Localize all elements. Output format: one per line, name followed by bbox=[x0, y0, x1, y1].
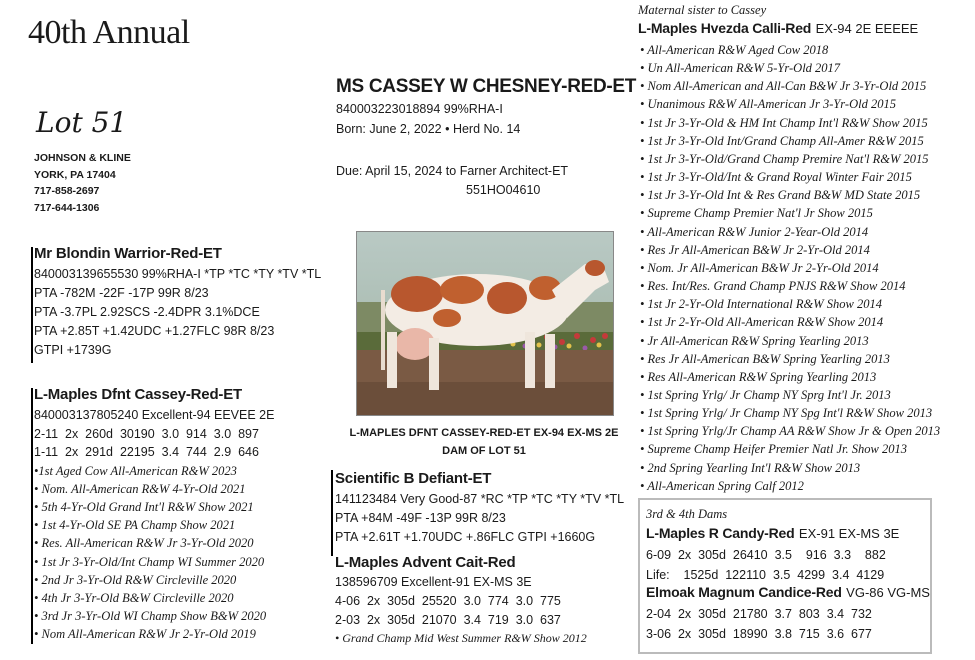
dam-achievement: • 2nd Jr 3-Yr-Old R&W Circleville 2020 bbox=[34, 572, 237, 587]
dam-photo bbox=[356, 231, 614, 416]
mgs-block bbox=[335, 470, 624, 547]
third-dam-heading bbox=[646, 525, 899, 543]
sister-achievement: • 1st Jr 3-Yr-Old Int/Grand Champ All-Amer R&W 2015 bbox=[640, 133, 924, 148]
mgs-bracket bbox=[331, 470, 333, 556]
third-dam-name: L-Maples R Candy-Red bbox=[646, 525, 795, 541]
photo-caption-line2: DAM OF LOT 51 bbox=[442, 445, 526, 457]
consignor-city: YORK, PA 17404 bbox=[34, 168, 116, 181]
animal-id: 840003223018894 99%RHA-I bbox=[336, 102, 503, 116]
dam-name: L-Maples Dfnt Cassey-Red-ET bbox=[34, 386, 242, 403]
sister-achievement: • Jr All-American R&W Spring Yearling 2013 bbox=[640, 333, 869, 348]
consignor-block bbox=[34, 150, 131, 216]
sister-achievement: • 1st Jr 3-Yr-Old Int & Res Grand B&W MD State 2015 bbox=[640, 188, 921, 203]
mgs-line: PTA +2.61T +1.70UDC +.86FLC GTPI +1660G bbox=[335, 530, 596, 544]
mgs-name: Scientific B Defiant-ET bbox=[335, 470, 492, 487]
mgs-line: PTA +84M -49F -13P 99R 8/23 bbox=[335, 511, 506, 525]
sire-block bbox=[34, 245, 321, 360]
sister-achievement: • 1st Jr 2-Yr-Old International R&W Show 2014 bbox=[640, 297, 882, 312]
sire-line: PTA -3.7PL 2.92SCS -2.4DPR 3.1%DCE bbox=[34, 305, 260, 319]
sister-achievement: • All-American R&W Aged Cow 2018 bbox=[640, 43, 829, 57]
dam-achievement: • 5th 4-Yr-Old Grand Int'l R&W Show 2021 bbox=[34, 499, 254, 514]
consignor-phone-1: 717-858-2697 bbox=[34, 185, 100, 197]
third-dam-class: EX-91 EX-MS 3E bbox=[798, 526, 900, 541]
fourth-dam-name: Elmoak Magnum Candice-Red bbox=[646, 584, 842, 600]
dam-achievement: • 3rd Jr 3-Yr-Old WI Champ Show B&W 2020 bbox=[34, 609, 267, 624]
dam-achievement: • Res. All-American R&W Jr 3-Yr-Old 2020 bbox=[34, 536, 254, 551]
third-dam-records bbox=[646, 545, 886, 585]
sire-line: 840003139655530 99%RHA-I *TP *TC *TY *TV *TL bbox=[34, 267, 322, 281]
granddam-block bbox=[335, 554, 587, 646]
photo-caption-line1: L-MAPLES DFNT CASSEY-RED-ET EX-94 EX-MS 2E bbox=[349, 427, 619, 439]
dam-bracket bbox=[31, 388, 33, 644]
granddam-record: 4-06 2x 305d 25520 3.0 774 3.0 775 bbox=[335, 594, 561, 608]
cow-illustration bbox=[357, 232, 613, 415]
dam-achievement: • 4th Jr 3-Yr-Old B&W Circleville 2020 bbox=[34, 590, 234, 605]
sister-achievement: • Res All-American R&W Spring Yearling 2013 bbox=[640, 369, 877, 384]
dam-achievement: • Nom. All-American R&W 4-Yr-Old 2021 bbox=[34, 481, 246, 496]
sister-achievement: • Un All-American R&W 5-Yr-Old 2017 bbox=[640, 61, 841, 76]
granddam-record: 2-03 2x 305d 21070 3.4 719 3.0 637 bbox=[335, 613, 561, 627]
sister-achievement: • Supreme Champ Premier Nat'l Jr Show 2015 bbox=[640, 206, 873, 221]
maternal-sister-class: EX-94 2E EEEEE bbox=[815, 21, 919, 36]
animal-birth: Born: June 2, 2022 • Herd No. 14 bbox=[336, 122, 521, 136]
fourth-dam-class: VG-86 VG-MS bbox=[846, 585, 930, 600]
sister-achievement: • 1st Spring Yrlg/ Jr Champ NY Sprg Int'l Jr. 2013 bbox=[640, 387, 891, 402]
dam-achievement: • 1st 4-Yr-Old SE PA Champ Show 2021 bbox=[34, 518, 236, 533]
maternal-sister-name: L-Maples Hvezda Calli-Red bbox=[638, 20, 812, 36]
animal-name: MS CASSEY W CHESNEY-RED-ET bbox=[336, 76, 637, 97]
consignor-name: JOHNSON & KLINE bbox=[34, 152, 131, 164]
dams-box-label: 3rd & 4th Dams bbox=[646, 507, 728, 521]
sister-achievement: • Supreme Champ Heifer Premier Natl Jr. Show 2013 bbox=[640, 442, 907, 457]
sister-achievement: • 1st Jr 2-Yr-Old All-American R&W Show 2014 bbox=[640, 315, 884, 330]
mgs-line: 141123484 Very Good-87 *RC *TP *TC *TY *TV *TL bbox=[335, 492, 625, 506]
sire-line: PTA -782M -22F -17P 99R 8/23 bbox=[34, 286, 209, 300]
dam-achievement: •1st Aged Cow All-American R&W 2023 bbox=[34, 463, 237, 478]
fourth-dam-records bbox=[646, 604, 872, 644]
fourth-dam-record: 3-06 2x 305d 18990 3.8 715 3.6 677 bbox=[646, 627, 872, 641]
lot-number: Lot 51 bbox=[36, 106, 128, 139]
sister-achievement: • 1st Jr 3-Yr-Old/Grand Champ Premire Nat'l R&W 2015 bbox=[640, 151, 929, 166]
sister-achievement: • 1st Spring Yrlg/Jr Champ AA R&W Show Jr & Open 2013 bbox=[640, 424, 941, 439]
sister-achievement: • All-American Spring Calf 2012 bbox=[640, 478, 804, 493]
maternal-sister-achievements bbox=[640, 41, 940, 495]
consignor-phone-2: 717-644-1306 bbox=[34, 201, 100, 214]
maternal-sister-heading bbox=[638, 20, 918, 38]
sister-achievement: • 1st Spring Yrlg/ Jr Champ NY Spg Int'l R&W Show 2013 bbox=[640, 406, 933, 421]
granddam-name: L-Maples Advent Cait-Red bbox=[335, 554, 516, 571]
photo-caption bbox=[336, 424, 632, 460]
maternal-sister-label: Maternal sister to Cassey bbox=[638, 3, 767, 17]
dam-record: 1-11 2x 291d 22195 3.4 744 2.9 646 bbox=[34, 445, 259, 459]
dam-record: 2-11 2x 260d 30190 3.0 914 3.0 897 bbox=[34, 426, 259, 441]
third-dam-record: Life: 1525d 122110 3.5 4299 3.4 4129 bbox=[646, 568, 885, 582]
sister-achievement: • All-American R&W Junior 2-Year-Old 2014 bbox=[640, 224, 869, 239]
granddam-achievement: • Grand Champ Mid West Summer R&W Show 2012 bbox=[335, 631, 587, 645]
sire-bracket bbox=[31, 247, 33, 363]
sister-achievement: • Nom All-American and All-Can B&W Jr 3-Yr-Old 2015 bbox=[640, 79, 927, 94]
sister-achievement: • Res. Int/Res. Grand Champ PNJS R&W Show 2014 bbox=[640, 279, 906, 294]
dam-achievement: • Nom All-American R&W Jr 2-Yr-Old 2019 bbox=[34, 627, 256, 642]
dam-id: 840003137805240 Excellent-94 EEVEE 2E bbox=[34, 408, 275, 422]
sister-achievement: • 2nd Spring Yearling Int'l R&W Show 2013 bbox=[640, 460, 861, 475]
sister-achievement: • Unanimous R&W All-American Jr 3-Yr-Old 2015 bbox=[640, 97, 896, 112]
sire-line: PTA +2.85T +1.42UDC +1.27FLC 98R 8/23 bbox=[34, 324, 275, 338]
fourth-dam-record: 2-04 2x 305d 21780 3.7 803 3.4 732 bbox=[646, 607, 872, 621]
sister-achievement: • Res Jr All-American B&W Jr 2-Yr-Old 2014 bbox=[640, 242, 870, 257]
sister-achievement: • 1st Jr 3-Yr-Old & HM Int Champ Int'l R&W Show 2015 bbox=[640, 115, 928, 130]
third-dam-record: 6-09 2x 305d 26410 3.5 916 3.3 882 bbox=[646, 548, 886, 562]
due-date: Due: April 15, 2024 to Farner Architect-ET bbox=[336, 164, 569, 178]
granddam-id: 138596709 Excellent-91 EX-MS 3E bbox=[335, 575, 532, 589]
sister-achievement: • 1st Jr 3-Yr-Old/Int & Grand Royal Winter Fair 2015 bbox=[640, 170, 912, 185]
sister-achievement: • Res Jr All-American B&W Spring Yearling 2013 bbox=[640, 351, 890, 366]
dam-block bbox=[34, 386, 274, 644]
catalog-title: 40th Annual bbox=[28, 14, 190, 51]
sire-name: Mr Blondin Warrior-Red-ET bbox=[34, 245, 222, 262]
third-fourth-dams-box bbox=[638, 498, 932, 654]
fourth-dam-heading bbox=[646, 584, 930, 602]
service-sire-code: 551HO04610 bbox=[466, 183, 541, 197]
sister-achievement: • Nom. Jr All-American B&W Jr 2-Yr-Old 2014 bbox=[640, 260, 879, 275]
sire-line: GTPI +1739G bbox=[34, 343, 112, 357]
dam-achievement: • 1st Jr 3-Yr-Old/Int Champ WI Summer 2020 bbox=[34, 554, 265, 569]
